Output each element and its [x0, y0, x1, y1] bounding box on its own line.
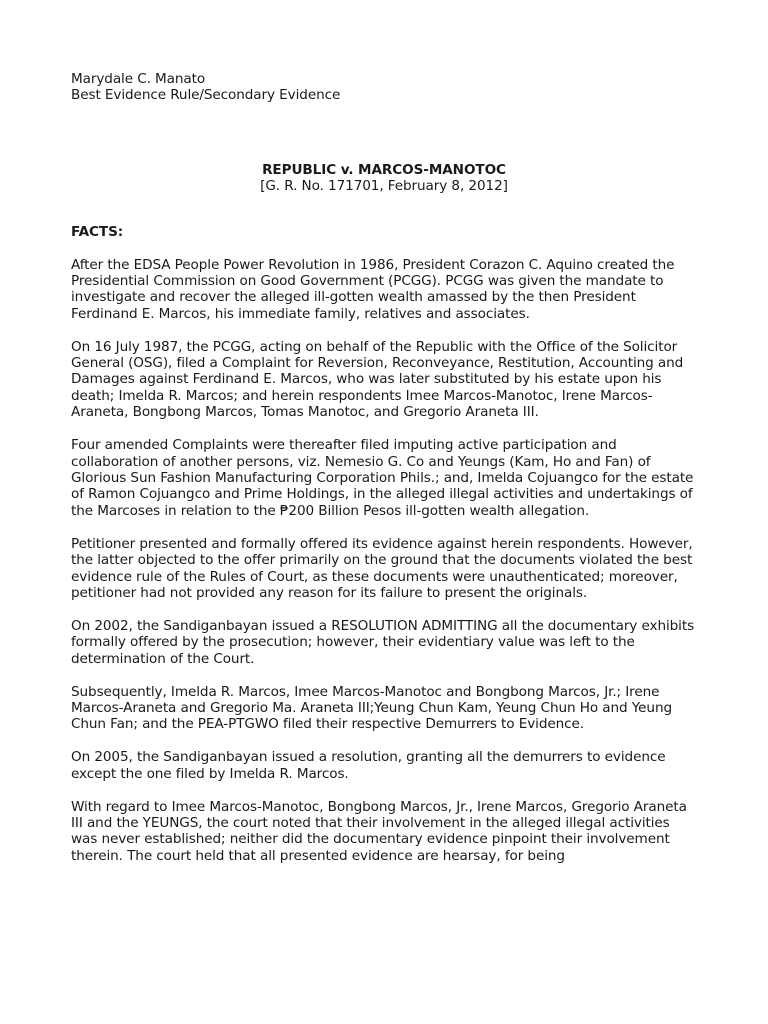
author-name: Marydale C. Manato	[71, 71, 206, 87]
facts-paragraph: Petitioner presented and formally offered its evidence against herein respondents. However, the latter objected to the offer primarily on the ground that the documents violated the best evidence rule of the Rules of Court, as these documents were unauthenticated; moreover, petitioner had not provided any reason for its failure to present the originals.	[71, 535, 693, 601]
facts-section	[71, 257, 697, 865]
facts-paragraph: With regard to Imee Marcos-Manotoc, Bongbong Marcos, Jr., Irene Marcos, Gregorio Araneta III and the YEUNGS, the court noted that their involvement in the alleged illegal activities was never established; neither did the documentary evidence pinpoint their involvement therein. The court held that all presented evidence are hearsay, for being	[71, 798, 687, 864]
facts-heading: FACTS:	[71, 223, 124, 240]
facts-paragraph: On 16 July 1987, the PCGG, acting on behalf of the Republic with the Office of the Solicitor General (OSG), filed a Complaint for Reversion, Reconveyance, Restitution, Accounting and Damages against Ferdinand E. Marcos, who was later substituted by his estate upon his death; Imelda R. Marcos; and herein respondents Imee Marcos-Manotoc, Irene Marcos-Araneta, Bongbong Marcos, Tomas Manotoc, and Gregorio Araneta III.	[71, 338, 684, 421]
facts-paragraph: Four amended Complaints were thereafter filed imputing active participation and collaboration of another persons, viz. Nemesio G. Co and Yeungs (Kam, Ho and Fan) of Glorious Sun Fashion Manufacturing Corporation Phils.; and, Imelda Cojuangco for the estate of Ramon Cojuangco and Prime Holdings, in the alleged illegal activities and undertakings of the Marcoses in relation to the ₱200 Billion Pesos ill-gotten wealth allegation.	[71, 437, 694, 519]
case-title-block	[71, 162, 697, 195]
facts-paragraph: After the EDSA People Power Revolution in 1986, President Corazon C. Aquino created the Presidential Commission on Good Government (PCGG). PCGG was given the mandate to investigate and recover the alleged ill-gotten wealth amassed by the then President Ferdinand E. Marcos, his immediate family, relatives and associates.	[71, 256, 675, 322]
case-title: REPUBLIC v. MARCOS-MANOTOC	[262, 161, 506, 178]
facts-paragraph: Subsequently, Imelda R. Marcos, Imee Marcos-Manotoc and Bongbong Marcos, Jr.; Irene Marcos-Araneta and Gregorio Ma. Araneta III;Yeung Chun Kam, Yeung Chun Ho and Yeung Chun Fan; and the PEA-PTGWO filed their respective Demurrers to Evidence.	[71, 683, 672, 733]
document-topic: Best Evidence Rule/Secondary Evidence	[71, 87, 341, 104]
document-body	[71, 71, 697, 864]
facts-paragraph: On 2005, the Sandiganbayan issued a resolution, granting all the demurrers to evidence except the one filed by Imelda R. Marcos.	[71, 749, 666, 782]
facts-paragraph: On 2002, the Sandiganbayan issued a RESOLUTION ADMITTING all the documentary exhibits formally offered by the prosecution; however, their evidentiary value was left to the determination of the Court.	[71, 617, 695, 667]
case-citation: [G. R. No. 171701, February 8, 2012]	[260, 178, 508, 195]
